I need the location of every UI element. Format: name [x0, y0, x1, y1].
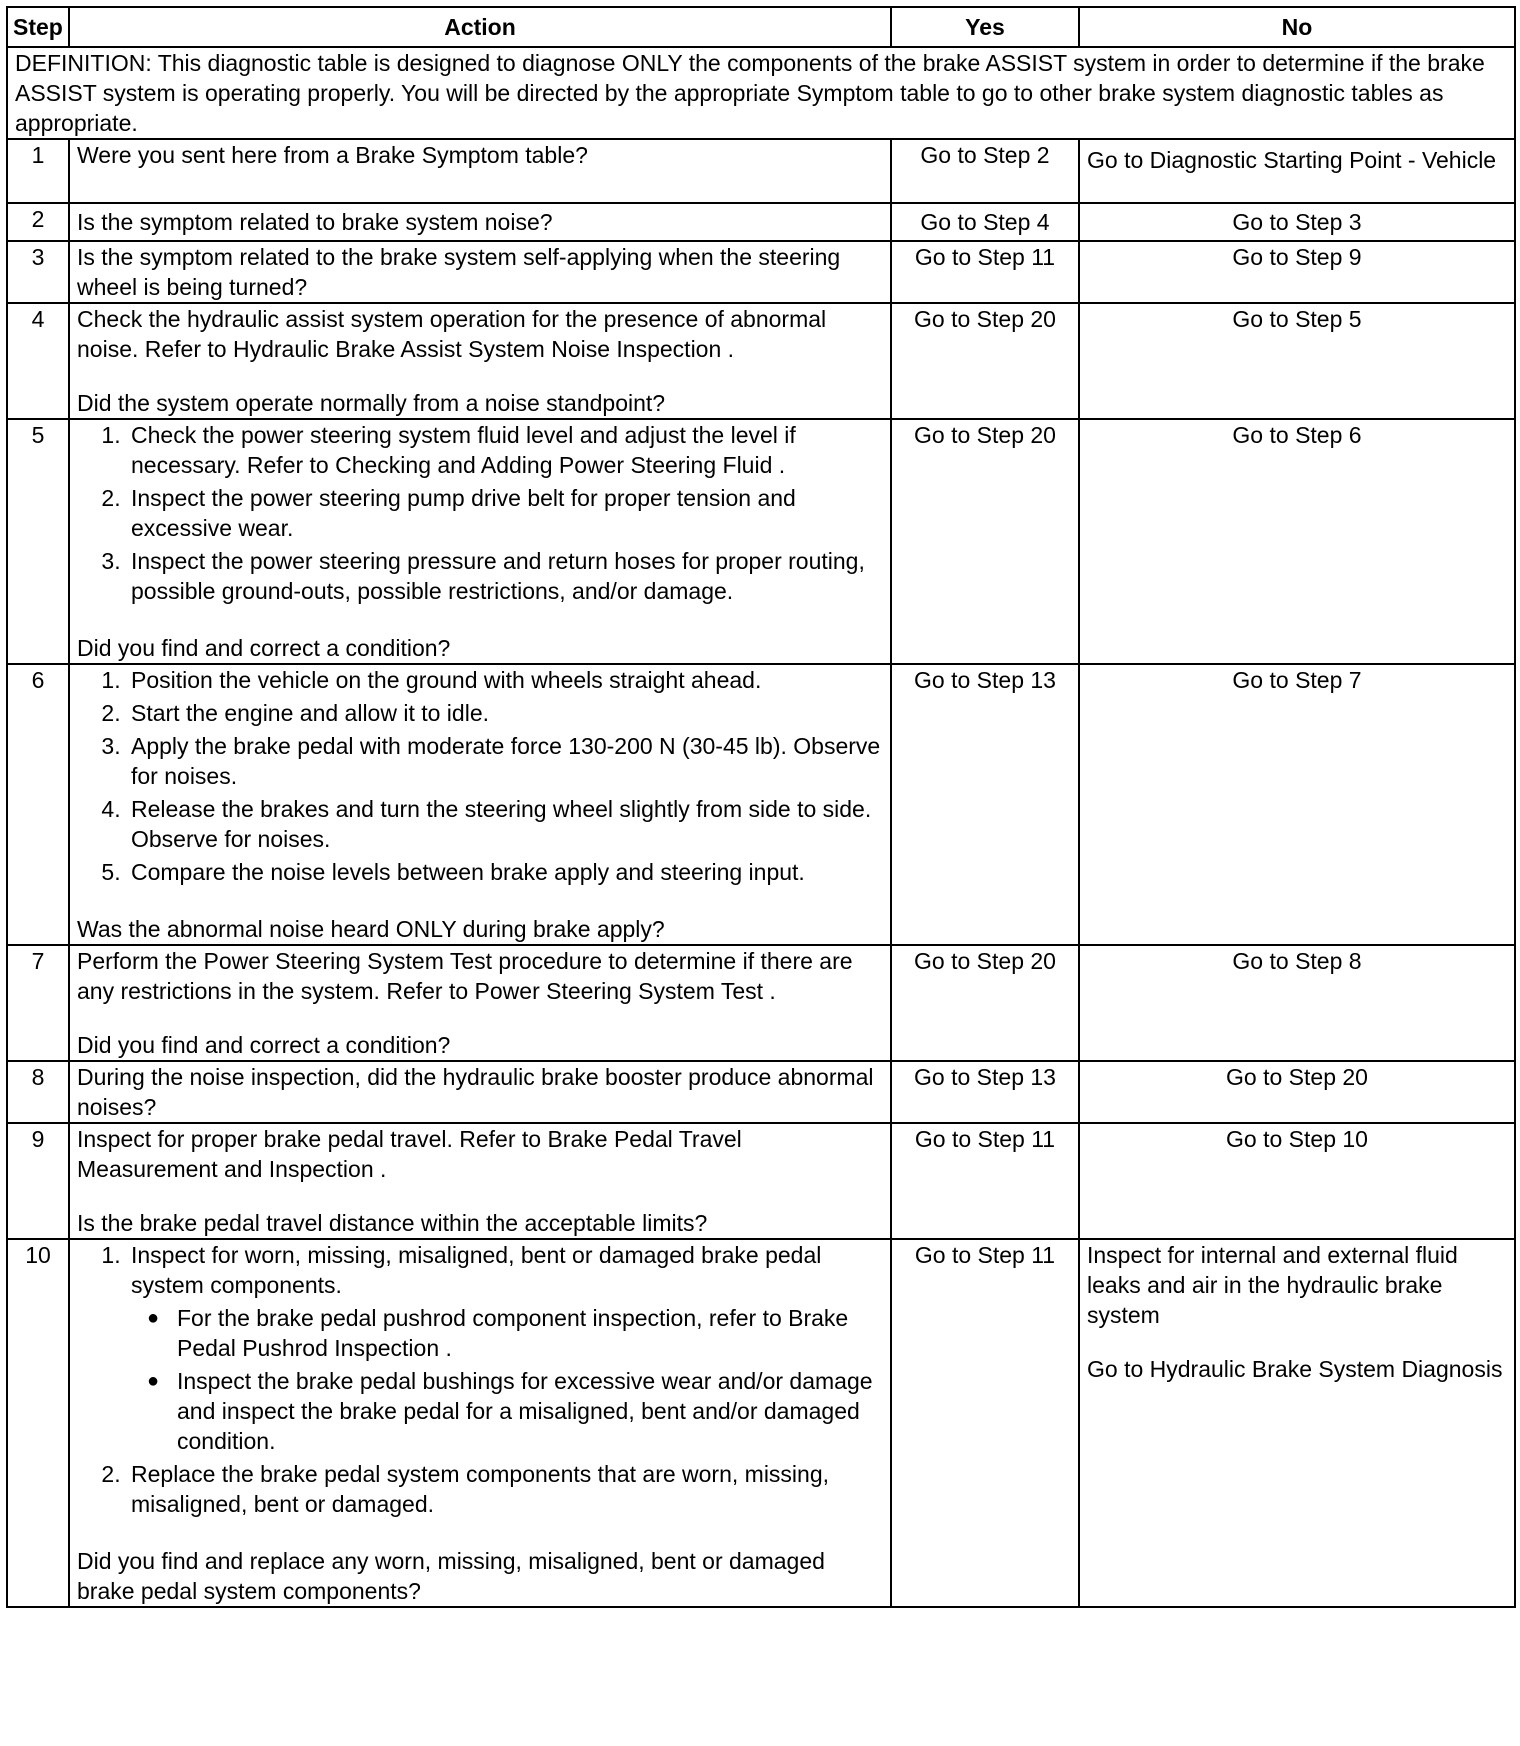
table-row: [7, 303, 1515, 419]
spacer: [1087, 1330, 1507, 1354]
table-row: [7, 1123, 1515, 1239]
step-question: Is the symptom related to the brake system self-applying when the steering wheel is being turned?: [69, 241, 891, 303]
table-row: [7, 1239, 1515, 1607]
step-question: Is the brake pedal travel distance within the acceptable limits?: [77, 1210, 708, 1236]
yes-result: Go to Step 11: [891, 1239, 1079, 1607]
list-item: 4. Release the brakes and turn the steering wheel slightly from side to side. Observe for noises.: [127, 794, 883, 854]
no-result: Go to Step 10: [1079, 1123, 1515, 1239]
bullet-list: [131, 1303, 883, 1456]
yes-result: Go to Step 20: [891, 945, 1079, 1061]
list-item: 5. Compare the noise levels between brake apply and steering input.: [127, 857, 883, 887]
spacer: [77, 1184, 883, 1208]
yes-result: Go to Step 2: [891, 139, 1079, 203]
table-row: [7, 241, 1515, 303]
step-number: 4: [7, 303, 69, 419]
spacer: [77, 609, 883, 633]
no-result-cell: [1079, 1239, 1515, 1607]
definition-row: [7, 47, 1515, 139]
step-question: Did you find and replace any worn, missing, misaligned, bent or damaged brake pedal system components?: [77, 1548, 825, 1604]
list-item: 3. Inspect the power steering pressure and return hoses for proper routing, possible ground-outs, possible restrictions, and/or damage.: [127, 546, 883, 606]
header-yes: Yes: [891, 7, 1079, 47]
yes-result: Go to Step 13: [891, 1061, 1079, 1123]
step-number: 6: [7, 664, 69, 945]
step-question: Did the system operate normally from a noise standpoint?: [77, 390, 666, 416]
step-instruction: Perform the Power Steering System Test procedure to determine if there are any restrictions in the system. Refer to Power Steering System Test .: [77, 948, 853, 1004]
step-number: 9: [7, 1123, 69, 1239]
list-item-text: Inspect for worn, missing, misaligned, bent or damaged brake pedal system components.: [131, 1242, 822, 1298]
list-item: 2. Start the engine and allow it to idle.: [127, 698, 883, 728]
definition-text: DEFINITION: This diagnostic table is designed to diagnose ONLY the components of the brake ASSIST system in order to determine if the brake ASSIST system is operating properly. You will be directed by the appropriate Symptom table to go to other brake system diagnostic tables as appropriate.: [7, 47, 1515, 139]
step-number: 7: [7, 945, 69, 1061]
list-item: 2. Replace the brake pedal system components that are worn, missing, misaligned, bent or damaged.: [127, 1459, 883, 1519]
step-instruction: Inspect for proper brake pedal travel. Refer to Brake Pedal Travel Measurement and Inspection .: [77, 1126, 742, 1182]
yes-result: Go to Step 13: [891, 664, 1079, 945]
step-action: [69, 664, 891, 945]
spacer: [77, 890, 883, 914]
no-result: Go to Step 7: [1079, 664, 1515, 945]
header-no: No: [1079, 7, 1515, 47]
step-action: [69, 1239, 891, 1607]
bullet-item: ● For the brake pedal pushrod component inspection, refer to Brake Pedal Pushrod Inspection .: [177, 1303, 883, 1363]
table-row: [7, 203, 1515, 241]
step-number: 10: [7, 1239, 69, 1607]
list-item: 3. Apply the brake pedal with moderate force 130-200 N (30-45 lb). Observe for noises.: [127, 731, 883, 791]
no-result: Go to Diagnostic Starting Point - Vehicle: [1079, 139, 1515, 203]
numbered-list: [77, 665, 883, 887]
no-result: Go to Step 3: [1079, 203, 1515, 241]
list-item: [127, 1240, 883, 1456]
yes-result: Go to Step 4: [891, 203, 1079, 241]
step-number: 5: [7, 419, 69, 664]
list-item: 1. Position the vehicle on the ground with wheels straight ahead.: [127, 665, 883, 695]
numbered-list: [77, 1240, 883, 1519]
yes-result: Go to Step 11: [891, 1123, 1079, 1239]
step-question: Is the symptom related to brake system noise?: [69, 203, 891, 241]
bullet-item: ● Inspect the brake pedal bushings for excessive wear and/or damage and inspect the brake pedal for a misaligned, bent and/or damaged condition.: [177, 1366, 883, 1456]
numbered-list: [77, 420, 883, 606]
step-action: [69, 1123, 891, 1239]
no-result: Go to Step 9: [1079, 241, 1515, 303]
table-row: [7, 664, 1515, 945]
step-question: Did you find and correct a condition?: [77, 1032, 451, 1058]
list-item: 2. Inspect the power steering pump drive belt for proper tension and excessive wear.: [127, 483, 883, 543]
step-question: During the noise inspection, did the hydraulic brake booster produce abnormal noises?: [69, 1061, 891, 1123]
header-action: Action: [69, 7, 891, 47]
spacer: [77, 1522, 883, 1546]
yes-result: Go to Step 11: [891, 241, 1079, 303]
step-number: 1: [7, 139, 69, 203]
diagnostic-table: [6, 6, 1516, 1608]
step-action: [69, 303, 891, 419]
yes-result: Go to Step 20: [891, 303, 1079, 419]
diagnostic-sheet: [6, 6, 1514, 1608]
no-result: Go to Step 8: [1079, 945, 1515, 1061]
no-result: Go to Step 6: [1079, 419, 1515, 664]
no-note: Inspect for internal and external fluid leaks and air in the hydraulic brake system: [1087, 1242, 1458, 1328]
table-row: [7, 945, 1515, 1061]
step-question: Did you find and correct a condition?: [77, 635, 451, 661]
yes-result: Go to Step 20: [891, 419, 1079, 664]
table-header-row: [7, 7, 1515, 47]
no-result: Go to Hydraulic Brake System Diagnosis: [1087, 1356, 1503, 1382]
spacer: [77, 364, 883, 388]
step-instruction: Check the hydraulic assist system operation for the presence of abnormal noise. Refer to Hydraulic Brake Assist System Noise Inspection .: [77, 306, 827, 362]
step-action: [69, 419, 891, 664]
step-question: Was the abnormal noise heard ONLY during brake apply?: [77, 916, 665, 942]
header-step: Step: [7, 7, 69, 47]
list-item: 1. Check the power steering system fluid level and adjust the level if necessary. Refer to Checking and Adding Power Steering Fluid .: [127, 420, 883, 480]
table-row: [7, 1061, 1515, 1123]
no-result: Go to Step 5: [1079, 303, 1515, 419]
no-result: Go to Step 20: [1079, 1061, 1515, 1123]
step-number: 2: [7, 203, 69, 241]
spacer: [77, 1006, 883, 1030]
step-question: Were you sent here from a Brake Symptom table?: [69, 139, 891, 203]
step-number: 3: [7, 241, 69, 303]
step-number: 8: [7, 1061, 69, 1123]
table-row: [7, 139, 1515, 203]
table-row: [7, 419, 1515, 664]
step-action: [69, 945, 891, 1061]
